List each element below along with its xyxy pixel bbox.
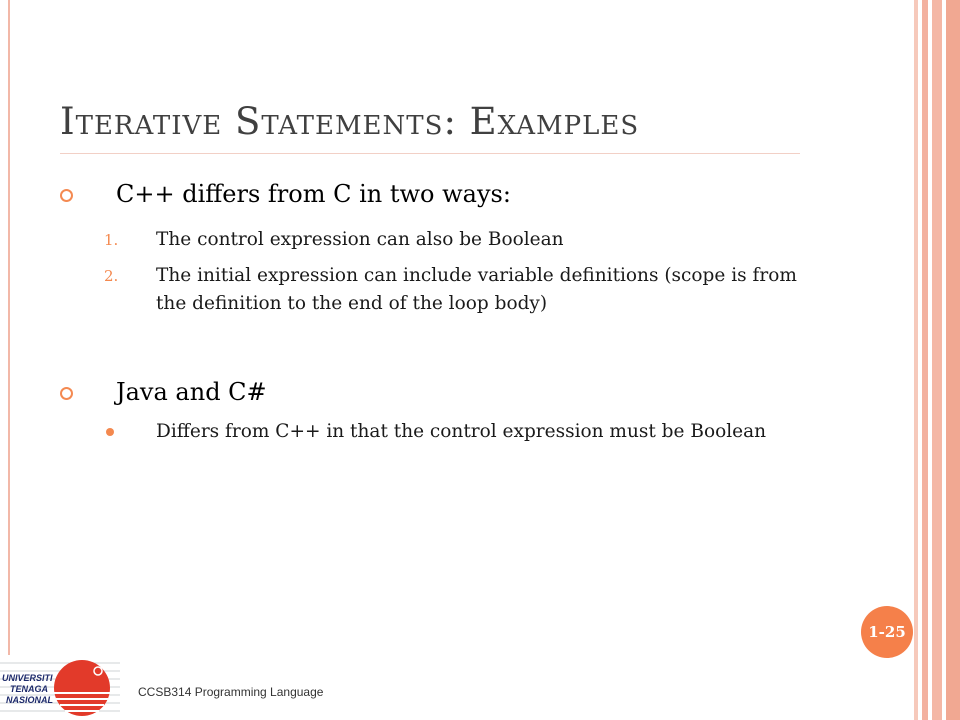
svg-text:TENAGA: TENAGA: [10, 684, 48, 694]
right-decorative-stripes: [914, 0, 960, 720]
bullet-text: Java and C#: [116, 378, 267, 406]
left-border-stripe: [8, 0, 10, 720]
page-number-badge: [861, 606, 913, 658]
svg-text:NASIONAL: NASIONAL: [6, 695, 53, 705]
bullet-ring-icon: [60, 387, 73, 400]
footer-course-name: CCSB314 Programming Language: [138, 685, 324, 699]
item-number: 2.: [104, 267, 119, 285]
bullet-dot-icon: [106, 428, 114, 436]
slide-title: Iterative Statements: Examples: [60, 100, 640, 143]
item-number: 1.: [104, 231, 119, 249]
svg-text:UNIVERSITI: UNIVERSITI: [2, 673, 53, 683]
title-divider: [60, 153, 800, 154]
university-logo: [0, 655, 120, 720]
sub-item-text: Differs from C++ in that the control expression must be Boolean: [156, 421, 767, 442]
sub-item-text: The control expression can also be Boolean: [156, 229, 564, 250]
bullet-ring-icon: [60, 189, 73, 202]
page-number: 1-25: [868, 623, 906, 641]
sub-item-text: The initial expression can include variable definitions (scope is from the definition to the end of the loop body): [156, 265, 797, 314]
bullet-text: C++ differs from C in two ways:: [116, 180, 511, 208]
